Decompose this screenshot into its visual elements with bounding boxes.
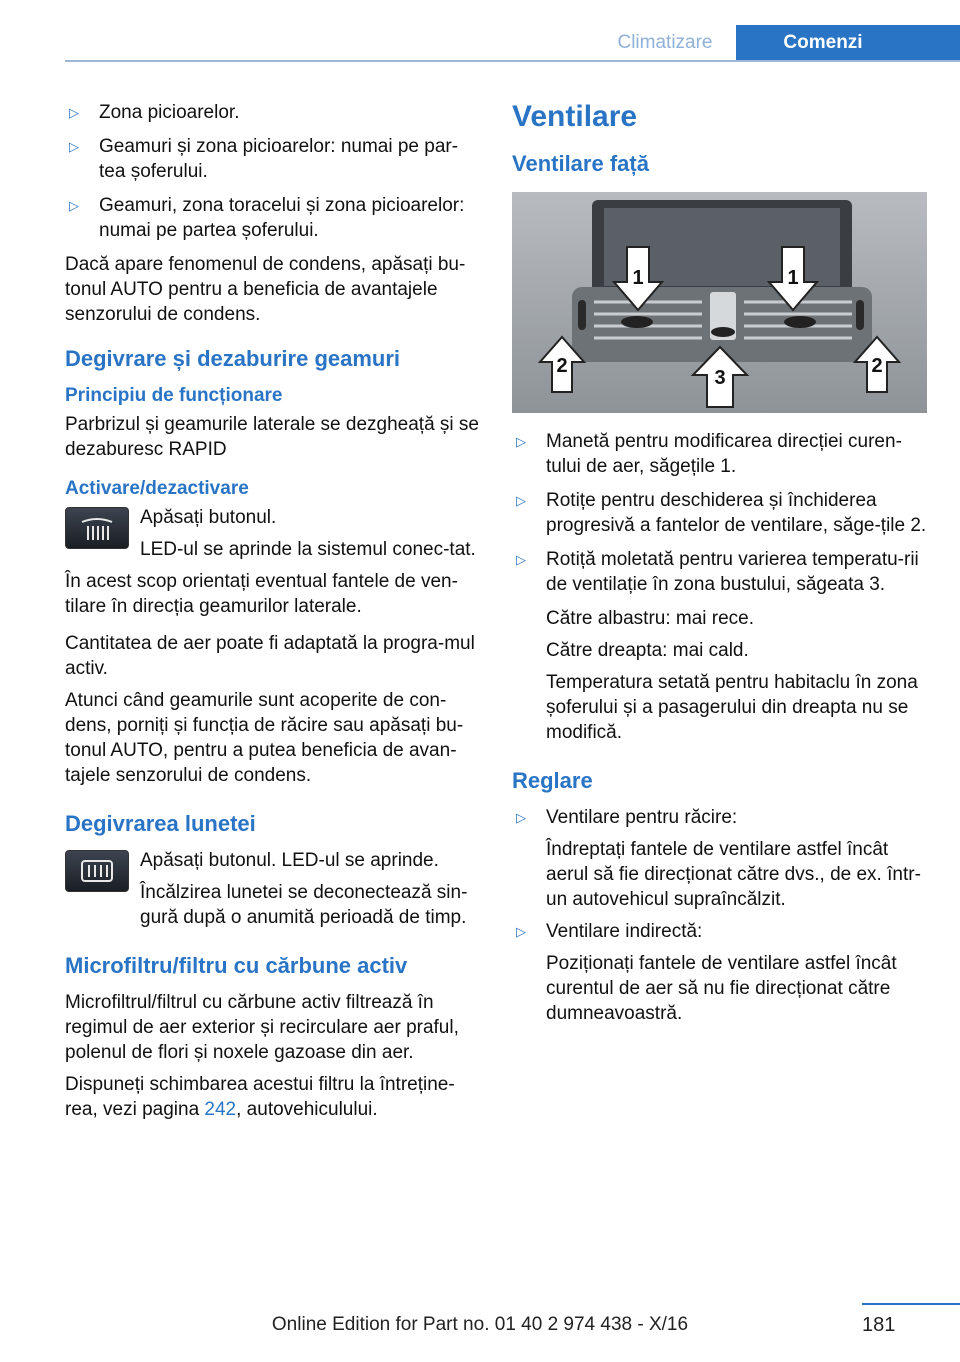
list-item: ▷ Rotițe pentru deschiderea și închiderea progresivă a fantelor de ventilare, săge‐țile 2. xyxy=(516,490,927,536)
header-rule xyxy=(65,60,960,62)
left-column xyxy=(65,100,480,1129)
bullet-triangle-icon: ▷ xyxy=(516,810,526,825)
page-title: Ventilare xyxy=(512,100,638,133)
figure-label: 3 xyxy=(714,367,726,389)
bullet-triangle-icon: ▷ xyxy=(516,493,526,508)
button-instruction: Apăsați butonul. LED-ul se aprinde. xyxy=(65,848,480,873)
figure-label: 1 xyxy=(787,267,799,289)
figure-label: 2 xyxy=(556,355,568,377)
list-item: ▷ Geamuri, zona toracelui și zona picioarelor: numai pe partea șoferului. xyxy=(69,195,465,241)
bullet-triangle-icon: ▷ xyxy=(516,434,526,449)
list-item: ▷ Zona picioarelor. xyxy=(69,102,240,123)
page-number: 181 xyxy=(862,1314,896,1336)
windshield-defrost-button-icon xyxy=(65,507,129,549)
paragraph: Temperatura setată pentru habitaclu în zona șoferului și a pasagerului din dreapta nu se modifică. xyxy=(546,672,918,743)
section-heading: Reglare xyxy=(512,768,593,793)
list-item: ▷ Geamuri și zona picioarelor: numai pe par‐tea șoferului. xyxy=(69,136,459,182)
header-chapter-tab: Comenzi xyxy=(736,25,960,61)
list-item: ▷ Ventilare indirectă: xyxy=(516,921,703,942)
edition-note: Online Edition for Part no. 01 40 2 974 438 - X/16 xyxy=(271,1314,689,1335)
section-heading: Microfiltru/filtru cu cărbune activ xyxy=(65,953,408,978)
paragraph: Dispuneți schimbarea acestui filtru la întreține‐rea, vezi pagina 242, autovehiculului. xyxy=(65,1074,455,1120)
section-heading: Ventilare față xyxy=(512,151,649,176)
list-item: ▷ Rotiță moletată pentru varierea temperatu‐rii de ventilație în zona bustului, săgeata 3. xyxy=(516,549,919,595)
right-column xyxy=(512,100,927,1033)
paragraph: Către dreapta: mai cald. xyxy=(546,640,749,661)
subsection-heading: Activare/dezactivare xyxy=(65,478,249,499)
rear-window-defrost-button-icon xyxy=(65,850,129,892)
bullet-triangle-icon: ▷ xyxy=(69,139,79,154)
front-vents-figure xyxy=(512,192,927,413)
paragraph: Îndreptați fantele de ventilare astfel încât aerul să fie direcționat către dvs., de ex. într-un autovehicul supraîncălzit. xyxy=(546,839,921,910)
bullet-triangle-icon: ▷ xyxy=(69,198,79,213)
paragraph: Încălzirea lunetei se deconectează sin‐gură după o anumită perioadă de timp. xyxy=(140,882,468,928)
footer-rule xyxy=(862,1303,960,1305)
list-item: ▷ Manetă pentru modificarea direcției curen‐tului de aer, săgețile 1. xyxy=(516,431,902,477)
page-link[interactable]: 242 xyxy=(204,1099,237,1120)
paragraph: Dacă apare fenomenul de condens, apăsați bu‐tonul AUTO pentru a beneficia de avantajele senzorului de condens. xyxy=(65,254,466,325)
figure-label: 1 xyxy=(632,267,644,289)
paragraph: Microfiltrul/filtrul cu cărbune activ filtrează în regimul de aer exterior și recirculare aer praful, polenul de flori și noxele gazoase din aer. xyxy=(65,992,459,1063)
paragraph: Cantitatea de aer poate fi adaptată la progra‐mul activ. xyxy=(65,633,475,679)
section-heading: Degivrarea lunetei xyxy=(65,811,256,836)
list-item: ▷ Ventilare pentru răcire: xyxy=(516,807,738,828)
subsection-heading: Principiu de funcționare xyxy=(65,385,283,406)
paragraph: Poziționați fantele de ventilare astfel încât curentul de aer să nu fie direcționat către dumneavoastră. xyxy=(546,953,897,1024)
bullet-triangle-icon: ▷ xyxy=(516,924,526,939)
paragraph: În acest scop orientați eventual fantele de ven‐tilare în direcția geamurilor laterale. xyxy=(65,571,458,617)
figure-label: 2 xyxy=(871,355,883,377)
section-heading: Degivrare și dezaburire geamuri xyxy=(65,346,401,371)
bullet-triangle-icon: ▷ xyxy=(516,552,526,567)
bullet-triangle-icon: ▷ xyxy=(69,105,79,120)
header-section-tab: Climatizare xyxy=(617,31,713,53)
paragraph: Parbrizul și geamurile laterale se dezgheață și se dezaburesc RAPID xyxy=(65,414,479,460)
paragraph: Atunci când geamurile sunt acoperite de con‐dens, porniți și funcția de răcire sau apăsați bu‐tonul AUTO, pentru a putea beneficia de avan‐tajele senzorului de condens. xyxy=(65,690,464,786)
button-instruction: Apăsați butonul. xyxy=(65,505,480,530)
paragraph: Către albastru: mai rece. xyxy=(546,608,755,629)
paragraph: LED-ul se aprinde la sistemul conec‐tat. xyxy=(140,539,476,560)
